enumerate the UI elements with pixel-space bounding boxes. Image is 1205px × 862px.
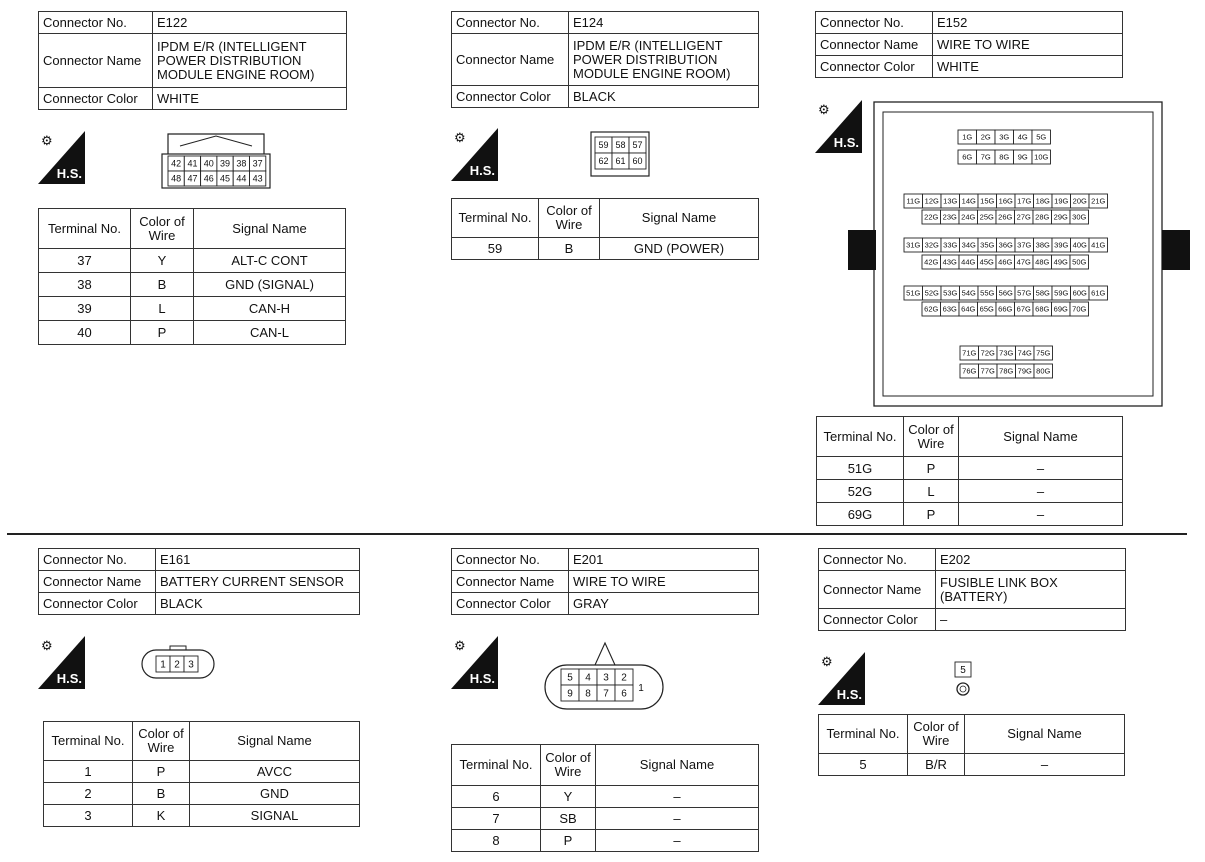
terminal-table-e152 — [816, 416, 1123, 526]
terminal-no-header: Terminal No. — [44, 722, 133, 761]
pin-label: 41G — [1091, 240, 1106, 250]
terminal-no-header: Terminal No. — [819, 715, 908, 754]
connector-name-value: WIRE TO WIRE — [933, 34, 1123, 56]
pin-label: 1G — [962, 132, 973, 142]
signal-name: – — [959, 457, 1123, 480]
wire-color: P — [131, 321, 194, 345]
signal-name: – — [965, 754, 1125, 776]
signal-name: CAN-L — [194, 321, 346, 345]
connector-color-value: BLACK — [569, 86, 759, 108]
pin-label: 38G — [1035, 240, 1050, 250]
pin-label: 45 — [220, 173, 231, 184]
pin-label: 8G — [999, 152, 1010, 162]
connector-diagram-e202 — [952, 660, 976, 698]
pin-label: 29G — [1053, 212, 1068, 222]
pin-label: 3G — [999, 132, 1010, 142]
terminal-table-e201 — [451, 744, 759, 852]
pin-label: 6G — [962, 152, 973, 162]
pin-label: 44 — [236, 173, 247, 184]
pin-label: 49G — [1053, 257, 1068, 267]
terminal-no: 39 — [39, 297, 131, 321]
signal-name: SIGNAL — [190, 805, 360, 827]
connector-color-label: Connector Color — [452, 86, 569, 108]
pin-label: 54G — [961, 288, 976, 298]
pin-label: 18G — [1035, 196, 1050, 206]
hs-label: H.S. — [56, 166, 82, 181]
terminal-no: 52G — [817, 480, 904, 503]
pin-label: 25G — [979, 212, 994, 222]
pin-label: 51G — [906, 288, 921, 298]
pin-label: 36G — [998, 240, 1013, 250]
pin-label: 55G — [980, 288, 995, 298]
pin-label: 13G — [943, 196, 958, 206]
signal-name: GND (SIGNAL) — [194, 273, 346, 297]
terminal-no: 5 — [819, 754, 908, 776]
pin-label: 50G — [1072, 257, 1087, 267]
wire-color: B — [131, 273, 194, 297]
pin-label: 7G — [980, 152, 991, 162]
pin-label: 28G — [1035, 212, 1050, 222]
wire-color: L — [131, 297, 194, 321]
pin-grid — [595, 137, 646, 169]
terminal-no: 2 — [44, 783, 133, 805]
pin-label: 42 — [171, 158, 182, 169]
pin-label: 46G — [998, 257, 1013, 267]
pin-label: 6 — [621, 688, 627, 700]
connector-name-label: Connector Name — [452, 34, 569, 86]
connector-name-value: WIRE TO WIRE — [569, 571, 759, 593]
pin-label: 22G — [924, 212, 939, 222]
harness-side-icon: ⚙ H.S. — [451, 636, 498, 689]
pin-label: 1 — [638, 683, 644, 694]
hs-label: H.S. — [836, 687, 862, 702]
pin-label: 23G — [942, 212, 957, 222]
connector-no-value: E152 — [933, 12, 1123, 34]
signal-name-header: Signal Name — [600, 199, 759, 238]
connector-name-label: Connector Name — [39, 571, 156, 593]
pin-label: 2 — [174, 659, 180, 671]
pin-label: 61G — [1091, 288, 1106, 298]
connector-info-e122 — [38, 11, 347, 110]
connector-no-label: Connector No. — [39, 12, 153, 34]
pin-label: 53G — [943, 288, 958, 298]
signal-name-header: Signal Name — [194, 209, 346, 249]
pin-grid — [561, 669, 644, 701]
connector-no-label: Connector No. — [452, 549, 569, 571]
pin-label: 42G — [924, 257, 939, 267]
pin-label: 14G — [961, 196, 976, 206]
connector-no-value: E202 — [936, 549, 1126, 571]
pin-label: 78G — [999, 366, 1014, 376]
pin-label: 73G — [999, 348, 1014, 358]
pin-label: 40G — [1072, 240, 1087, 250]
table-row — [39, 297, 346, 321]
pin-label: 65G — [979, 304, 994, 314]
pin-label: 39 — [220, 158, 231, 169]
terminal-no: 51G — [817, 457, 904, 480]
signal-name: ALT-C CONT — [194, 249, 346, 273]
harness-side-icon: ⚙ H.S. — [815, 100, 862, 153]
pin-label: 37 — [252, 158, 263, 169]
connector-no-value: E161 — [156, 549, 360, 571]
pin-label: 45G — [979, 257, 994, 267]
pin-label: 66G — [998, 304, 1013, 314]
connector-color-label: Connector Color — [816, 56, 933, 78]
terminal-no-header: Terminal No. — [452, 745, 541, 786]
signal-name: – — [596, 786, 759, 808]
signal-name: – — [959, 503, 1123, 526]
pin-label: 19G — [1054, 196, 1069, 206]
pin-label: 43 — [252, 173, 263, 184]
terminal-table-e202 — [818, 714, 1125, 776]
wire-color-header: Color of Wire — [539, 199, 600, 238]
pin-label: 59 — [598, 140, 609, 151]
pin-grid — [156, 656, 198, 672]
pin-label: 16G — [998, 196, 1013, 206]
pin-label: 76G — [962, 366, 977, 376]
terminal-no: 1 — [44, 761, 133, 783]
pin-label: 56G — [998, 288, 1013, 298]
pin-label: 77G — [980, 366, 995, 376]
pin-label: 3 — [188, 659, 194, 671]
pin-label: 35G — [980, 240, 995, 250]
signal-name-header: Signal Name — [959, 417, 1123, 457]
pin-label: 5 — [567, 672, 573, 684]
pin-label: 72G — [980, 348, 995, 358]
pin-label: 71G — [962, 348, 977, 358]
pin-label: 12G — [924, 196, 939, 206]
pin-label: 38 — [236, 158, 247, 169]
pin-label: 59G — [1054, 288, 1069, 298]
terminal-table-e122 — [38, 208, 346, 345]
connector-color-value: BLACK — [156, 593, 360, 615]
pin-label: 75G — [1036, 348, 1051, 358]
connector-no-label: Connector No. — [39, 549, 156, 571]
connector-color-value: GRAY — [569, 593, 759, 615]
pin-label: 61 — [615, 156, 626, 167]
signal-name: CAN-H — [194, 297, 346, 321]
pin-label: 9G — [1017, 152, 1028, 162]
pin-label: 47 — [187, 173, 198, 184]
wire-color-header: Color of Wire — [908, 715, 965, 754]
harness-side-icon: ⚙ H.S. — [818, 652, 865, 705]
wire-color: K — [133, 805, 190, 827]
signal-name: – — [596, 830, 759, 852]
pin-label: 63G — [942, 304, 957, 314]
pin-label: 69G — [1053, 304, 1068, 314]
pin-label: 31G — [906, 240, 921, 250]
wire-color: L — [904, 480, 959, 503]
terminal-no-header: Terminal No. — [817, 417, 904, 457]
wire-color: P — [541, 830, 596, 852]
table-row — [817, 503, 1123, 526]
terminal-table-e161 — [43, 721, 360, 827]
connector-info-e152 — [815, 11, 1123, 78]
signal-name-header: Signal Name — [965, 715, 1125, 754]
connector-no-value: E124 — [569, 12, 759, 34]
connector-no-value: E122 — [153, 12, 347, 34]
pin-label: 33G — [943, 240, 958, 250]
table-row — [39, 321, 346, 345]
pin-label: 41 — [187, 158, 198, 169]
hs-label: H.S. — [469, 671, 495, 686]
table-row — [39, 273, 346, 297]
terminal-no: 40 — [39, 321, 131, 345]
pin-grid — [168, 156, 266, 186]
pin-label: 2G — [980, 132, 991, 142]
terminal-table-e124 — [451, 198, 759, 260]
connector-diagram-e152 — [846, 100, 1194, 410]
connector-no-label: Connector No. — [452, 12, 569, 34]
pin-label: 4 — [585, 672, 591, 684]
pin-label: 8 — [585, 688, 591, 700]
pin-label: 58 — [615, 140, 626, 151]
terminal-no: 38 — [39, 273, 131, 297]
connector-color-label: Connector Color — [39, 593, 156, 615]
connector-color-label: Connector Color — [39, 88, 153, 110]
table-row — [44, 805, 360, 827]
connector-name-value: IPDM E/R (INTELLIGENT POWER DISTRIBUTION MODULE ENGINE ROOM) — [569, 34, 759, 86]
table-row — [819, 754, 1125, 776]
wire-color: B/R — [908, 754, 965, 776]
terminal-no: 7 — [452, 808, 541, 830]
pin-label: 74G — [1017, 348, 1032, 358]
hs-label: H.S. — [56, 671, 82, 686]
table-row — [452, 238, 759, 260]
connector-diagram-e201 — [543, 637, 665, 713]
pin-label: 7 — [603, 688, 609, 700]
connector-info-e161 — [38, 548, 360, 615]
pin-label: 11G — [906, 196, 921, 206]
pin-label: 47G — [1016, 257, 1031, 267]
connector-info-e124 — [451, 11, 759, 108]
pin-label: 46 — [203, 173, 214, 184]
pin-label: 68G — [1035, 304, 1050, 314]
connector-no-label: Connector No. — [819, 549, 936, 571]
pin-label: 2 — [621, 672, 627, 684]
pin-label: 17G — [1017, 196, 1032, 206]
pin-label: 52G — [924, 288, 939, 298]
connector-color-value: WHITE — [153, 88, 347, 110]
pin-label: 43G — [942, 257, 957, 267]
terminal-no: 8 — [452, 830, 541, 852]
pin-label: 24G — [961, 212, 976, 222]
terminal-no: 6 — [452, 786, 541, 808]
connector-color-label: Connector Color — [452, 593, 569, 615]
terminal-no: 37 — [39, 249, 131, 273]
pin-label: 64G — [961, 304, 976, 314]
signal-name: GND — [190, 783, 360, 805]
pin-label: 4G — [1017, 132, 1028, 142]
pin-label: 15G — [980, 196, 995, 206]
pin-label: 10G — [1034, 152, 1049, 162]
wire-color-header: Color of Wire — [541, 745, 596, 786]
connector-diagram-e122 — [160, 126, 272, 192]
pin-label: 26G — [998, 212, 1013, 222]
wire-color-header: Color of Wire — [904, 417, 959, 457]
connector-name-label: Connector Name — [819, 571, 936, 609]
wire-color: SB — [541, 808, 596, 830]
pin-label: 30G — [1072, 212, 1087, 222]
section-divider — [7, 533, 1187, 535]
pin-label: 57 — [632, 140, 643, 151]
pin-label: 67G — [1016, 304, 1031, 314]
pin-label: 5 — [960, 665, 966, 677]
connector-info-e202 — [818, 548, 1126, 631]
connector-color-value: WHITE — [933, 56, 1123, 78]
wire-color-header: Color of Wire — [131, 209, 194, 249]
wire-color-header: Color of Wire — [133, 722, 190, 761]
connector-no-label: Connector No. — [816, 12, 933, 34]
pin-label: 37G — [1017, 240, 1032, 250]
signal-name-header: Signal Name — [596, 745, 759, 786]
connector-name-value: IPDM E/R (INTELLIGENT POWER DISTRIBUTION MODULE ENGINE ROOM) — [153, 34, 347, 88]
table-row — [39, 249, 346, 273]
table-row — [452, 786, 759, 808]
wire-color: Y — [541, 786, 596, 808]
table-row — [452, 808, 759, 830]
terminal-no: 69G — [817, 503, 904, 526]
pin-label: 40 — [203, 158, 214, 169]
harness-side-icon: ⚙ H.S. — [451, 128, 498, 181]
table-row — [452, 830, 759, 852]
pin-label: 44G — [961, 257, 976, 267]
connector-name-label: Connector Name — [39, 34, 153, 88]
wire-color: P — [904, 503, 959, 526]
connector-name-label: Connector Name — [452, 571, 569, 593]
wire-color: B — [133, 783, 190, 805]
wire-color: P — [133, 761, 190, 783]
terminal-no-header: Terminal No. — [452, 199, 539, 238]
signal-name: – — [596, 808, 759, 830]
pin-label: 39G — [1054, 240, 1069, 250]
connector-color-label: Connector Color — [819, 609, 936, 631]
hs-label: H.S. — [469, 163, 495, 178]
pin-label: 20G — [1072, 196, 1087, 206]
wire-color: Y — [131, 249, 194, 273]
signal-name-header: Signal Name — [190, 722, 360, 761]
pin-label: 32G — [924, 240, 939, 250]
table-row — [44, 761, 360, 783]
pin-label: 58G — [1035, 288, 1050, 298]
terminal-no-header: Terminal No. — [39, 209, 131, 249]
pin-label: 60 — [632, 156, 643, 167]
pin-label: 3 — [603, 672, 609, 684]
pin-label: 60G — [1072, 288, 1087, 298]
pin-label: 57G — [1017, 288, 1032, 298]
pin-label: 80G — [1036, 366, 1051, 376]
signal-name: GND (POWER) — [600, 238, 759, 260]
pin-label: 70G — [1072, 304, 1087, 314]
harness-side-icon: ⚙ H.S. — [38, 636, 85, 689]
pin-label: 34G — [961, 240, 976, 250]
connector-diagram-e161 — [140, 644, 218, 684]
connector-diagram-e124 — [589, 130, 653, 180]
terminal-no: 3 — [44, 805, 133, 827]
connector-name-value: BATTERY CURRENT SENSOR — [156, 571, 360, 593]
pin-label: 62G — [924, 304, 939, 314]
pin-label: 1 — [160, 659, 166, 671]
terminal-no: 59 — [452, 238, 539, 260]
pin-grid — [955, 662, 971, 677]
harness-side-icon: ⚙ H.S. — [38, 131, 85, 184]
pin-label: 62 — [598, 156, 609, 167]
table-row — [44, 783, 360, 805]
signal-name: AVCC — [190, 761, 360, 783]
connector-color-value: – — [936, 609, 1126, 631]
signal-name: – — [959, 480, 1123, 503]
wire-color: P — [904, 457, 959, 480]
connector-no-value: E201 — [569, 549, 759, 571]
wire-color: B — [539, 238, 600, 260]
pin-label: 79G — [1017, 366, 1032, 376]
hs-label: H.S. — [833, 135, 859, 150]
pin-label: 48 — [171, 173, 182, 184]
pin-label: 21G — [1091, 196, 1106, 206]
connector-name-value: FUSIBLE LINK BOX (BATTERY) — [936, 571, 1126, 609]
pin-label: 9 — [567, 688, 573, 700]
pin-label: 27G — [1016, 212, 1031, 222]
connector-info-e201 — [451, 548, 759, 615]
connector-name-label: Connector Name — [816, 34, 933, 56]
table-row — [817, 457, 1123, 480]
pin-label: 48G — [1035, 257, 1050, 267]
pin-label: 5G — [1036, 132, 1047, 142]
table-row — [817, 480, 1123, 503]
